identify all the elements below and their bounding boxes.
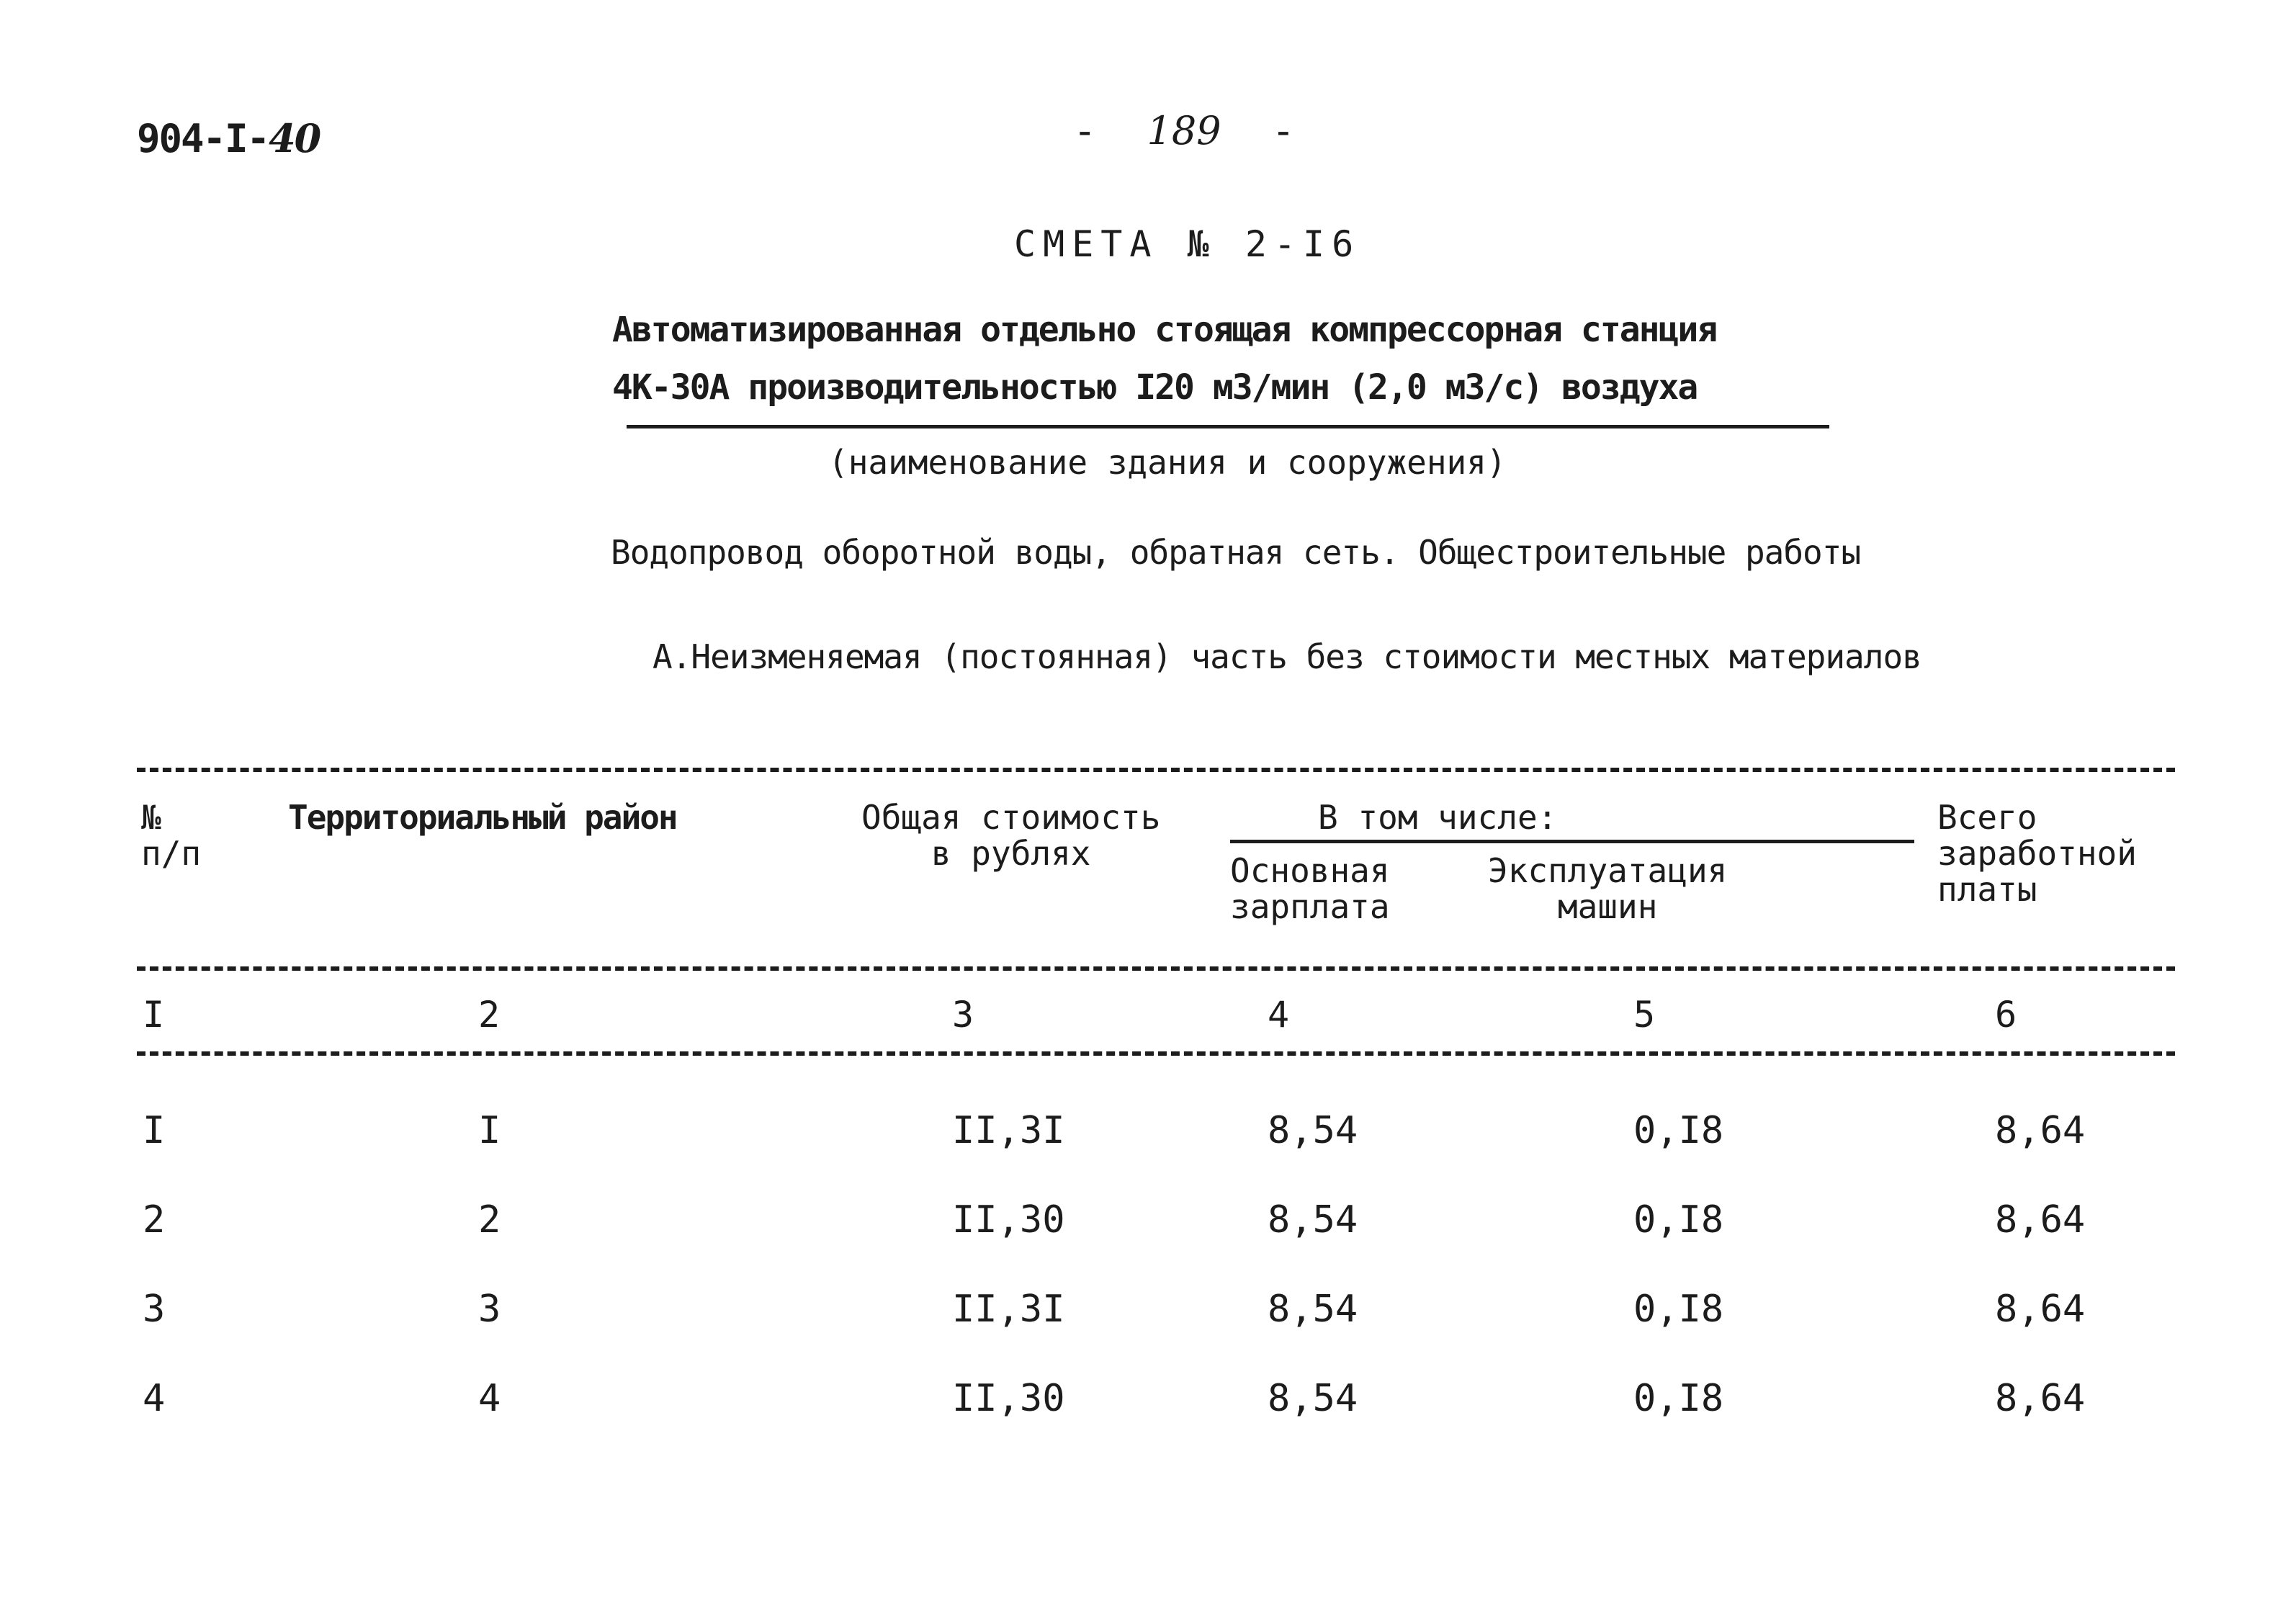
header-total-cost-line2: в рублях [930,834,1091,873]
cell-machine-operation: 0,I8 [1633,1377,1724,1420]
header-row-number-line1: № [141,798,161,837]
cell-basic-wage: 8,54 [1268,1377,1358,1420]
header-row-number [141,799,201,871]
page-number-dash-left: - [1073,108,1097,153]
cell-total-cost: II,3I [952,1109,1065,1152]
page-number [1073,108,1295,153]
document-code [137,115,320,161]
header-row-number-line2: п/п [141,834,202,873]
header-including-underline [1230,840,1914,843]
header-basic-wage-line2: зарплата [1230,887,1390,926]
header-basic-wage-line1: Основная [1230,851,1390,890]
column-number: 4 [1268,994,1290,1036]
header-total-cost-line1: Общая стоимость [861,798,1161,837]
document-code-prefix: 904-I- [137,116,269,161]
cell-total-wage: 8,64 [1995,1377,2086,1420]
cell-basic-wage: 8,54 [1268,1288,1358,1331]
work-title: Водопровод оборотной воды, обратная сеть. Общестроительные работы [611,533,1861,572]
cell-region: 2 [478,1198,501,1242]
header-including: В том числе: [1318,798,1558,837]
cell-total-wage: 8,64 [1995,1198,2086,1242]
cell-region: 4 [478,1377,501,1420]
object-name-caption: (наименование здания и сооружения) [828,443,1507,482]
cell-total-cost: II,3I [952,1288,1065,1331]
cell-row-number: I [143,1109,166,1152]
cell-machine-operation: 0,I8 [1633,1288,1724,1331]
cell-machine-operation: 0,I8 [1633,1198,1724,1242]
cell-total-wage: 8,64 [1995,1109,2086,1152]
cell-total-cost: II,30 [952,1377,1065,1420]
header-total-wage [1937,799,2137,907]
cell-row-number: 3 [143,1288,166,1331]
column-number: 3 [952,994,974,1036]
estimate-title: СМЕТА № 2-I6 [1014,223,1361,265]
header-basic-wage [1230,853,1390,925]
object-name-line-1: Автоматизированная отдельно стоящая компрессорная станция [612,310,1717,350]
column-number: 6 [1995,994,2017,1036]
column-number: 2 [478,994,501,1036]
header-machine-operation-line2: машин [1557,887,1658,926]
column-number: 5 [1633,994,1656,1036]
cell-region: 3 [478,1288,501,1331]
cell-row-number: 4 [143,1377,166,1420]
cell-machine-operation: 0,I8 [1633,1109,1724,1152]
table-top-dashed-rule [137,768,2175,772]
object-name-line-2: 4К-30А производительностью I20 м3/мин (2,0 м3/с) воздуха [612,367,1698,408]
header-total-wage-line1: Всего [1937,798,2037,837]
object-name-underline [627,425,1829,428]
cell-row-number: 2 [143,1198,166,1242]
cell-total-cost: II,30 [952,1198,1065,1242]
header-total-wage-line3: платы [1937,870,2037,909]
cell-total-wage: 8,64 [1995,1288,2086,1331]
page-number-value: 189 [1147,108,1221,153]
column-number: I [143,994,165,1036]
header-total-cost [861,799,1160,871]
column-numbers-dashed-rule [137,1051,2175,1056]
header-region: Территориальный район [288,798,677,837]
header-machine-operation-line1: Эксплуатация [1488,851,1728,890]
header-machine-operation [1488,853,1727,925]
cell-region: I [478,1109,501,1152]
section-title: А.Неизменяемая (постоянная) часть без стоимости местных материалов [653,637,1921,676]
document-code-handwritten: 40 [269,115,320,161]
header-bottom-dashed-rule [137,966,2175,971]
page-number-dash-right: - [1271,108,1296,153]
header-total-wage-line2: заработной [1937,834,2137,873]
cell-basic-wage: 8,54 [1268,1109,1358,1152]
cell-basic-wage: 8,54 [1268,1198,1358,1242]
